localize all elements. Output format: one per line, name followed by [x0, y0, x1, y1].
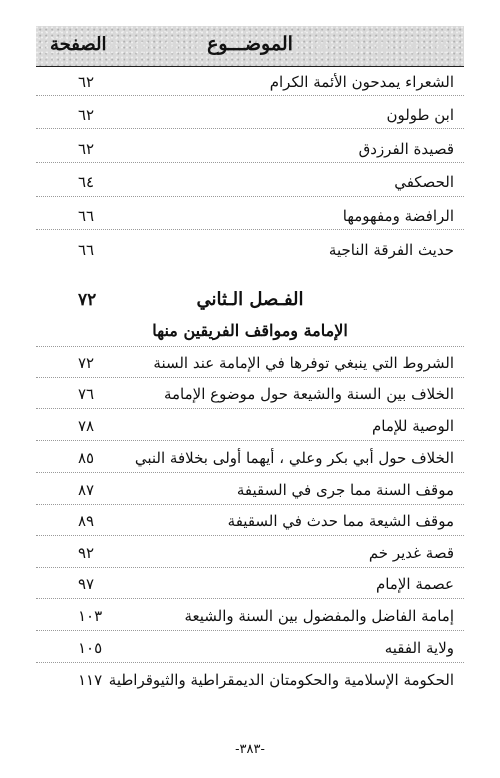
- entry-title: الحصكفي: [394, 173, 454, 191]
- list-item: [36, 575, 464, 597]
- topic-column-heading: الموضـــوع: [207, 33, 293, 55]
- entry-page: ٧٨: [78, 417, 95, 435]
- entry-page: ١١٧: [78, 671, 103, 689]
- list-item: [36, 481, 464, 503]
- entry-page: ٧٢: [78, 354, 95, 372]
- divider: [36, 630, 464, 631]
- page-column-heading: الصفحة: [50, 34, 107, 55]
- divider: [36, 95, 464, 96]
- list-item: [36, 607, 464, 629]
- entry-title: الحكومة الإسلامية والحكومتان الديمقراطية والثيوقراطية: [108, 671, 454, 689]
- divider: [36, 408, 464, 409]
- divider: [36, 128, 464, 129]
- entry-title: عصمة الإمام: [375, 575, 454, 593]
- entry-title: ابن طولون: [386, 106, 454, 124]
- divider: [36, 567, 464, 568]
- entry-page: ٦٦: [78, 241, 95, 259]
- list-item: [36, 512, 464, 534]
- divider: [36, 662, 464, 663]
- list-item: [36, 207, 464, 229]
- entry-page: ٨٩: [78, 512, 95, 530]
- chapter-page: ٧٢: [78, 290, 97, 310]
- list-item: [36, 241, 464, 263]
- entry-page: ٦٦: [78, 207, 95, 225]
- entry-title: الشعراء يمدحون الأئمة الكرام: [269, 73, 454, 91]
- entry-page: ٦٢: [78, 73, 95, 91]
- list-item: [36, 639, 464, 661]
- list-item: [36, 73, 464, 95]
- entry-title: موقف السنة مما جرى في السقيفة: [236, 481, 454, 499]
- entry-title: ولاية الفقيه: [384, 639, 454, 657]
- entry-page: ٦٤: [78, 173, 95, 191]
- list-item: [36, 417, 464, 439]
- page-number: -٣٨٣-: [235, 742, 265, 757]
- entry-title: قصيدة الفرزدق: [358, 140, 454, 158]
- entry-page: ١٠٣: [78, 607, 103, 625]
- entry-title: حديث الفرقة الناجية: [328, 241, 454, 259]
- list-item: [36, 385, 464, 407]
- entry-page: ٩٧: [78, 575, 95, 593]
- entry-page: ٨٥: [78, 449, 95, 467]
- list-item: [36, 354, 464, 376]
- entry-title: الوصية للإمام: [372, 417, 454, 435]
- divider: [36, 504, 464, 505]
- entry-title: الرافضة ومفهومها: [342, 207, 454, 225]
- entry-page: ٨٧: [78, 481, 95, 499]
- chapter-title: الفـصل الـثاني: [196, 289, 304, 310]
- entry-title: الشروط التي ينبغي توفرها في الإمامة عند السنة: [153, 354, 454, 372]
- list-item: [36, 671, 464, 693]
- divider: [36, 196, 464, 197]
- entry-page: ١٠٥: [78, 639, 103, 657]
- list-item: [36, 173, 464, 195]
- divider: [36, 472, 464, 473]
- entry-title: الخلاف حول أبي بكر وعلي ، أيهما أولى بخلافة النبي: [134, 449, 454, 467]
- divider: [36, 377, 464, 378]
- entry-page: ٦٢: [78, 140, 95, 158]
- divider: [36, 162, 464, 163]
- list-item: [36, 140, 464, 162]
- list-item: [36, 449, 464, 471]
- divider: [36, 535, 464, 536]
- entry-page: ٧٦: [78, 385, 95, 403]
- divider: [36, 598, 464, 599]
- chapter-subtitle: الإمامة ومواقف الفريقين منها: [152, 321, 348, 340]
- entry-title: قصة غدير خم: [368, 544, 454, 562]
- list-item: [36, 106, 464, 128]
- divider: [36, 346, 464, 347]
- divider: [36, 229, 464, 230]
- entry-title: موقف الشيعة مما حدث في السقيفة: [227, 512, 454, 530]
- list-item: [36, 544, 464, 566]
- entry-title: الخلاف بين السنة والشيعة حول موضوع الإمامة: [163, 385, 454, 403]
- entry-page: ٩٢: [78, 544, 95, 562]
- table-header: [36, 26, 464, 67]
- entry-title: إمامة الفاضل والمفضول بين السنة والشيعة: [184, 607, 454, 625]
- divider: [36, 440, 464, 441]
- entry-page: ٦٢: [78, 106, 95, 124]
